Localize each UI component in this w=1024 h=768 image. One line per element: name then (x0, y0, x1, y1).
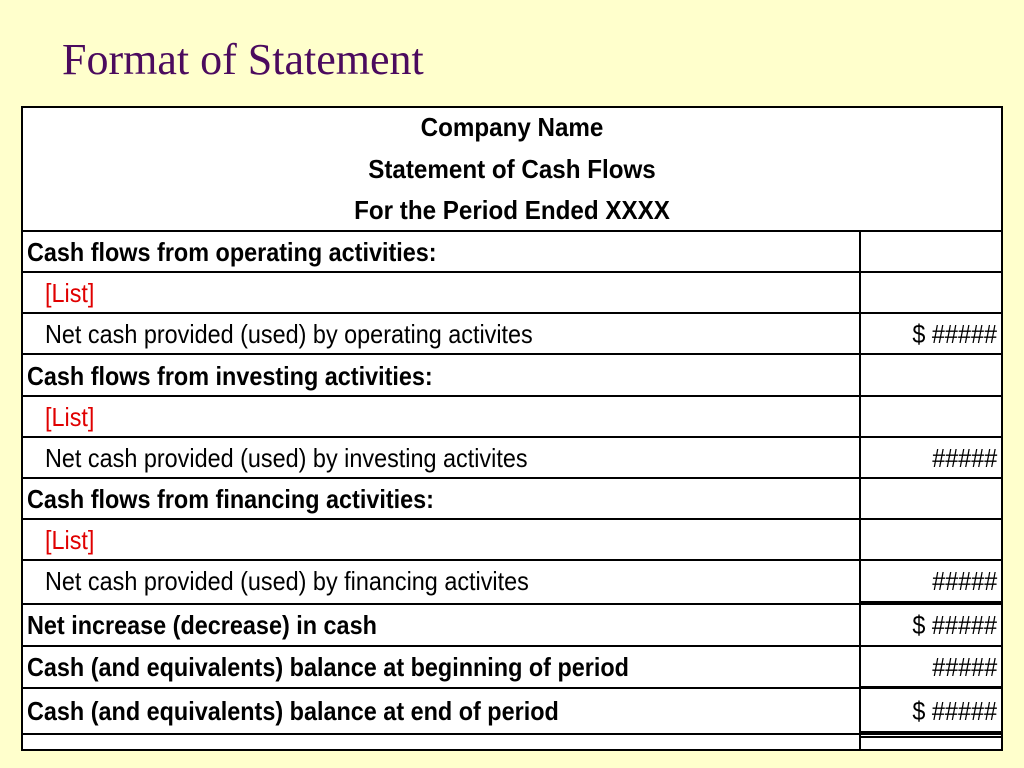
grid-line (21, 436, 1003, 438)
row-amount: $ ##### (912, 610, 997, 640)
row-label: Cash flows from investing activities: (27, 361, 433, 391)
row-net-increase (21, 604, 1003, 645)
slide-title: Format of Statement (62, 35, 424, 84)
row-label: [List] (45, 525, 95, 555)
row-ending-balance (21, 690, 1003, 731)
row-amount: ##### (931, 652, 997, 682)
grid-line (21, 518, 1003, 520)
row-investing-heading (21, 355, 1003, 396)
row-investing-list (21, 396, 1003, 437)
grid-line (21, 353, 1003, 355)
amount-column-divider (859, 230, 861, 751)
grid-line (21, 559, 1003, 561)
row-label: Cash flows from financing activities: (27, 484, 434, 514)
row-amount: ##### (931, 566, 997, 596)
row-label: Cash (and equivalents) balance at beginning of period (27, 652, 629, 682)
grid-line (21, 477, 1003, 479)
grid-line (21, 271, 1003, 273)
row-financing-net (21, 560, 1003, 601)
total-double-underline (859, 736, 1003, 738)
cash-flow-statement (21, 106, 1003, 751)
statement-name: Statement of Cash Flows (368, 154, 656, 184)
row-label: [List] (45, 402, 95, 432)
row-amount: ##### (931, 443, 997, 473)
company-name: Company Name (420, 112, 604, 142)
row-label: Net cash provided (used) by financing activites (45, 566, 529, 596)
subtotal-underline (859, 601, 1003, 604)
total-double-underline (859, 731, 1003, 733)
grid-line (21, 312, 1003, 314)
row-operating-net (21, 313, 1003, 354)
statement-period: For the Period Ended XXXX (354, 195, 670, 225)
row-label: Net increase (decrease) in cash (27, 610, 377, 640)
row-label: Cash flows from operating activities: (27, 237, 437, 267)
row-amount: $ ##### (912, 319, 997, 349)
grid-line (21, 733, 1003, 735)
row-operating-list (21, 272, 1003, 313)
row-financing-list (21, 519, 1003, 560)
row-label: Net cash provided (used) by operating activites (45, 319, 533, 349)
row-amount: $ ##### (912, 696, 997, 726)
grid-line (21, 603, 1003, 605)
row-label: [List] (45, 278, 95, 308)
subtotal-underline (859, 686, 1003, 689)
row-label: Net cash provided (used) by investing activites (45, 443, 528, 473)
row-investing-net (21, 437, 1003, 478)
row-label: Cash (and equivalents) balance at end of period (27, 696, 559, 726)
grid-line (21, 645, 1003, 647)
grid-line (21, 395, 1003, 397)
row-financing-heading (21, 478, 1003, 519)
row-operating-heading (21, 231, 1003, 272)
grid-line (21, 230, 1003, 232)
grid-line (21, 687, 1003, 689)
row-beginning-balance (21, 646, 1003, 687)
